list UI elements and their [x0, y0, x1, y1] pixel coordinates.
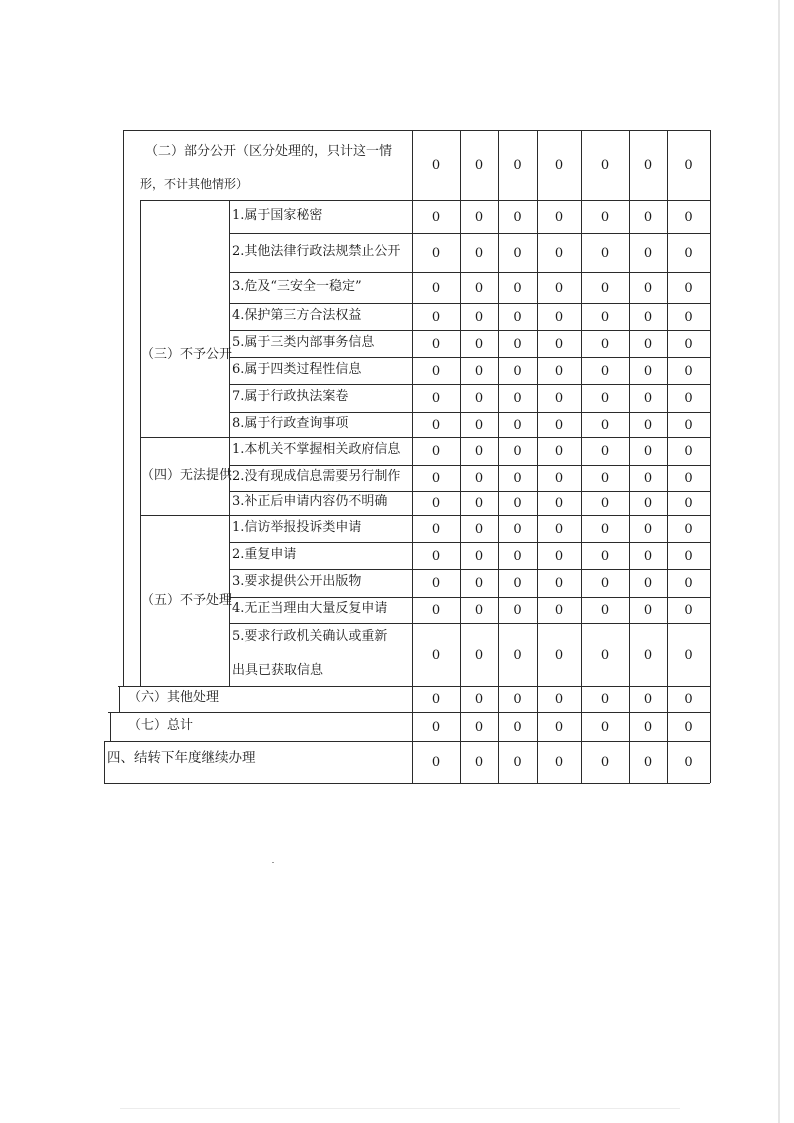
value-cell: 0	[513, 576, 522, 591]
value-cell: 0	[513, 209, 522, 225]
value-cell: 0	[600, 603, 610, 618]
value-cell: 0	[431, 417, 441, 433]
value-cell: 0	[474, 209, 484, 225]
value-cell: 0	[513, 363, 522, 379]
row-label: 5.要求行政机关确认或重新	[232, 629, 388, 644]
value-cell: 0	[474, 391, 484, 406]
value-cell: 0	[600, 417, 610, 433]
row-label: 3.危及“三安全一稳定”	[232, 278, 362, 294]
value-cell: 0	[684, 471, 693, 486]
value-cell: 0	[431, 309, 441, 325]
row-label: 1.属于国家秘密	[232, 207, 323, 223]
value-cell: 0	[684, 417, 693, 433]
value-cell: 0	[513, 647, 522, 663]
row-divider-line	[108, 712, 710, 713]
value-cell: 0	[513, 444, 522, 459]
value-cell: 0	[600, 576, 610, 591]
value-cell: 0	[684, 521, 693, 537]
value-cell: 0	[600, 209, 610, 225]
value-cell: 0	[554, 158, 564, 173]
value-cell: 0	[684, 280, 693, 296]
value-cell: 0	[554, 755, 564, 770]
value-cell: 0	[431, 158, 441, 173]
value-cell: 0	[684, 576, 693, 591]
row-label: 2.没有现成信息需要另行制作	[232, 469, 401, 484]
value-cell: 0	[554, 471, 564, 486]
value-cell: 0	[600, 158, 610, 173]
value-cell: 0	[554, 521, 564, 537]
value-cell: 0	[600, 755, 610, 770]
outer-left-border	[104, 741, 105, 783]
row-label: 2.重复申请	[232, 546, 297, 562]
column-divider-line	[710, 130, 711, 783]
value-cell: 0	[684, 336, 693, 352]
value-cell: 0	[643, 280, 653, 296]
value-cell: 0	[474, 471, 484, 486]
section-four-label: 四、结转下年度继续办理	[107, 750, 256, 766]
value-cell: 0	[513, 603, 522, 618]
row-divider-line	[118, 686, 710, 687]
value-cell: 0	[600, 280, 610, 296]
outer-left-border	[119, 686, 120, 712]
value-cell: 0	[554, 391, 564, 406]
value-cell: 0	[513, 309, 522, 325]
row-divider-line	[229, 303, 710, 304]
row-label: 4.无正当理由大量反复申请	[232, 601, 388, 616]
row-label-continued: 出具已获取信息	[232, 663, 324, 678]
value-cell: 0	[684, 245, 693, 261]
value-cell: 0	[474, 647, 484, 663]
value-cell: 0	[684, 496, 693, 511]
value-cell: 0	[474, 755, 484, 770]
row-label: 3.要求提供公开出版物	[232, 574, 362, 589]
value-cell: 0	[643, 755, 653, 770]
row-label: （七）总计	[128, 717, 194, 733]
value-cell: 0	[643, 576, 653, 591]
value-cell: 0	[643, 548, 653, 564]
outer-left-border	[123, 130, 124, 686]
value-cell: 0	[431, 521, 441, 537]
row-label: （六）其他处理	[128, 690, 220, 705]
value-cell: 0	[554, 647, 564, 663]
group-label-continued: 形，不计其他情形）	[140, 177, 249, 191]
value-cell: 0	[554, 496, 564, 511]
row-divider-line	[229, 412, 710, 413]
row-label: 6.属于四类过程性信息	[232, 361, 362, 377]
value-cell: 0	[600, 336, 610, 352]
value-cell: 0	[431, 209, 441, 225]
value-cell: 0	[513, 417, 522, 433]
row-divider-line	[229, 465, 710, 466]
value-cell: 0	[643, 471, 653, 486]
row-divider-line	[229, 597, 710, 598]
value-cell: 0	[554, 363, 564, 379]
row-label: 1.信访举报投诉类申请	[232, 519, 362, 535]
value-cell: 0	[431, 391, 441, 406]
value-cell: 0	[643, 603, 653, 618]
value-cell: 0	[684, 209, 693, 225]
value-cell: 0	[684, 391, 693, 406]
row-divider-line	[229, 330, 710, 331]
value-cell: 0	[684, 363, 693, 379]
group-label: （五）不予处理	[141, 592, 233, 608]
value-cell: 0	[554, 692, 564, 707]
row-divider-line	[140, 200, 710, 201]
value-cell: 0	[474, 444, 484, 459]
value-cell: 0	[431, 245, 441, 261]
value-cell: 0	[474, 336, 484, 352]
value-cell: 0	[600, 647, 610, 663]
row-divider-line	[229, 491, 710, 492]
value-cell: 0	[600, 496, 610, 511]
value-cell: 0	[474, 576, 484, 591]
value-cell: 0	[684, 603, 693, 618]
row-divider-line	[229, 272, 710, 273]
value-cell: 0	[513, 755, 522, 770]
row-divider-line	[229, 623, 710, 624]
value-cell: 0	[513, 471, 522, 486]
value-cell: 0	[474, 280, 484, 296]
value-cell: 0	[643, 417, 653, 433]
value-cell: 0	[554, 444, 564, 459]
value-cell: 0	[513, 280, 522, 296]
value-cell: 0	[643, 336, 653, 352]
value-cell: 0	[431, 692, 441, 707]
value-cell: 0	[600, 363, 610, 379]
value-cell: 0	[474, 692, 484, 707]
value-cell: 0	[643, 719, 653, 735]
value-cell: 0	[643, 521, 653, 537]
value-cell: 0	[643, 363, 653, 379]
value-cell: 0	[554, 603, 564, 618]
row-divider-line	[229, 569, 710, 570]
value-cell: 0	[600, 548, 610, 564]
row-label: 7.属于行政执法案卷	[232, 389, 349, 404]
value-cell: 0	[554, 309, 564, 325]
value-cell: 0	[643, 245, 653, 261]
row-divider-line	[229, 357, 710, 358]
value-cell: 0	[643, 309, 653, 325]
value-cell: 0	[431, 363, 441, 379]
label-divider-line	[229, 200, 230, 686]
row-label: 8.属于行政查询事项	[232, 415, 349, 431]
value-cell: 0	[431, 496, 441, 511]
row-divider-line	[140, 515, 710, 516]
value-cell: 0	[600, 521, 610, 537]
row-divider-line	[229, 233, 710, 234]
value-cell: 0	[431, 755, 441, 770]
value-cell: 0	[643, 209, 653, 225]
value-cell: 0	[513, 391, 522, 406]
value-cell: 0	[513, 245, 522, 261]
value-cell: 0	[600, 245, 610, 261]
group-label: （二）部分公开（区分处理的，只计这一情	[145, 144, 393, 159]
value-cell: 0	[600, 391, 610, 406]
value-cell: 0	[431, 444, 441, 459]
group-label: （三）不予公开	[141, 346, 233, 362]
value-cell: 0	[554, 417, 564, 433]
value-cell: 0	[474, 309, 484, 325]
value-cell: 0	[684, 158, 693, 173]
value-cell: 0	[474, 719, 484, 735]
value-cell: 0	[554, 719, 564, 735]
value-cell: 0	[513, 158, 522, 173]
value-cell: 0	[600, 471, 610, 486]
row-label: 3.补正后申请内容仍不明确	[232, 494, 388, 509]
value-cell: 0	[431, 548, 441, 564]
value-cell: 0	[474, 363, 484, 379]
value-cell: 0	[684, 309, 693, 325]
value-cell: 0	[600, 309, 610, 325]
row-divider-line	[104, 741, 710, 742]
value-cell: 0	[554, 576, 564, 591]
value-cell: 0	[684, 548, 693, 564]
value-cell: 0	[513, 496, 522, 511]
row-label: 4.保护第三方合法权益	[232, 307, 362, 323]
value-cell: 0	[431, 603, 441, 618]
group-divider-line	[140, 200, 141, 686]
value-cell: 0	[643, 496, 653, 511]
row-divider-line	[229, 542, 710, 543]
group-label: （四）无法提供	[141, 468, 233, 483]
value-cell: 0	[431, 336, 441, 352]
value-cell: 0	[513, 692, 522, 707]
outer-left-border	[110, 712, 111, 741]
value-cell: 0	[643, 158, 653, 173]
value-cell: 0	[431, 576, 441, 591]
value-cell: 0	[554, 280, 564, 296]
row-divider-line	[229, 384, 710, 385]
value-cell: 0	[684, 692, 693, 707]
value-cell: 0	[684, 755, 693, 770]
value-cell: 0	[643, 391, 653, 406]
value-cell: 0	[431, 719, 441, 735]
value-cell: 0	[431, 280, 441, 296]
table-bottom-border	[104, 783, 710, 784]
value-cell: 0	[554, 245, 564, 261]
value-cell: 0	[474, 496, 484, 511]
value-cell: 0	[554, 209, 564, 225]
value-cell: 0	[431, 471, 441, 486]
value-cell: 0	[474, 521, 484, 537]
value-cell: 0	[513, 336, 522, 352]
value-cell: 0	[600, 719, 610, 735]
row-label: 1.本机关不掌握相关政府信息	[232, 442, 401, 457]
value-cell: 0	[554, 336, 564, 352]
value-cell: 0	[643, 647, 653, 663]
value-cell: 0	[554, 548, 564, 564]
value-cell: 0	[474, 548, 484, 564]
value-cell: 0	[684, 444, 693, 459]
value-cell: 0	[474, 158, 484, 173]
row-label: 2.其他法律行政法规禁止公开	[232, 243, 401, 259]
value-cell: 0	[474, 417, 484, 433]
value-cell: 0	[643, 692, 653, 707]
row-label: 5.属于三类内部事务信息	[232, 334, 375, 350]
value-cell: 0	[431, 647, 441, 663]
value-cell: 0	[513, 719, 522, 735]
row-divider-line	[140, 437, 710, 438]
value-cell: 0	[684, 647, 693, 663]
value-cell: 0	[684, 719, 693, 735]
value-cell: 0	[474, 245, 484, 261]
value-cell: 0	[513, 548, 522, 564]
value-cell: 0	[600, 692, 610, 707]
table-top-border	[123, 130, 710, 131]
value-cell: 0	[474, 603, 484, 618]
value-cell: 0	[643, 444, 653, 459]
value-cell: 0	[600, 444, 610, 459]
value-cell: 0	[513, 521, 522, 537]
